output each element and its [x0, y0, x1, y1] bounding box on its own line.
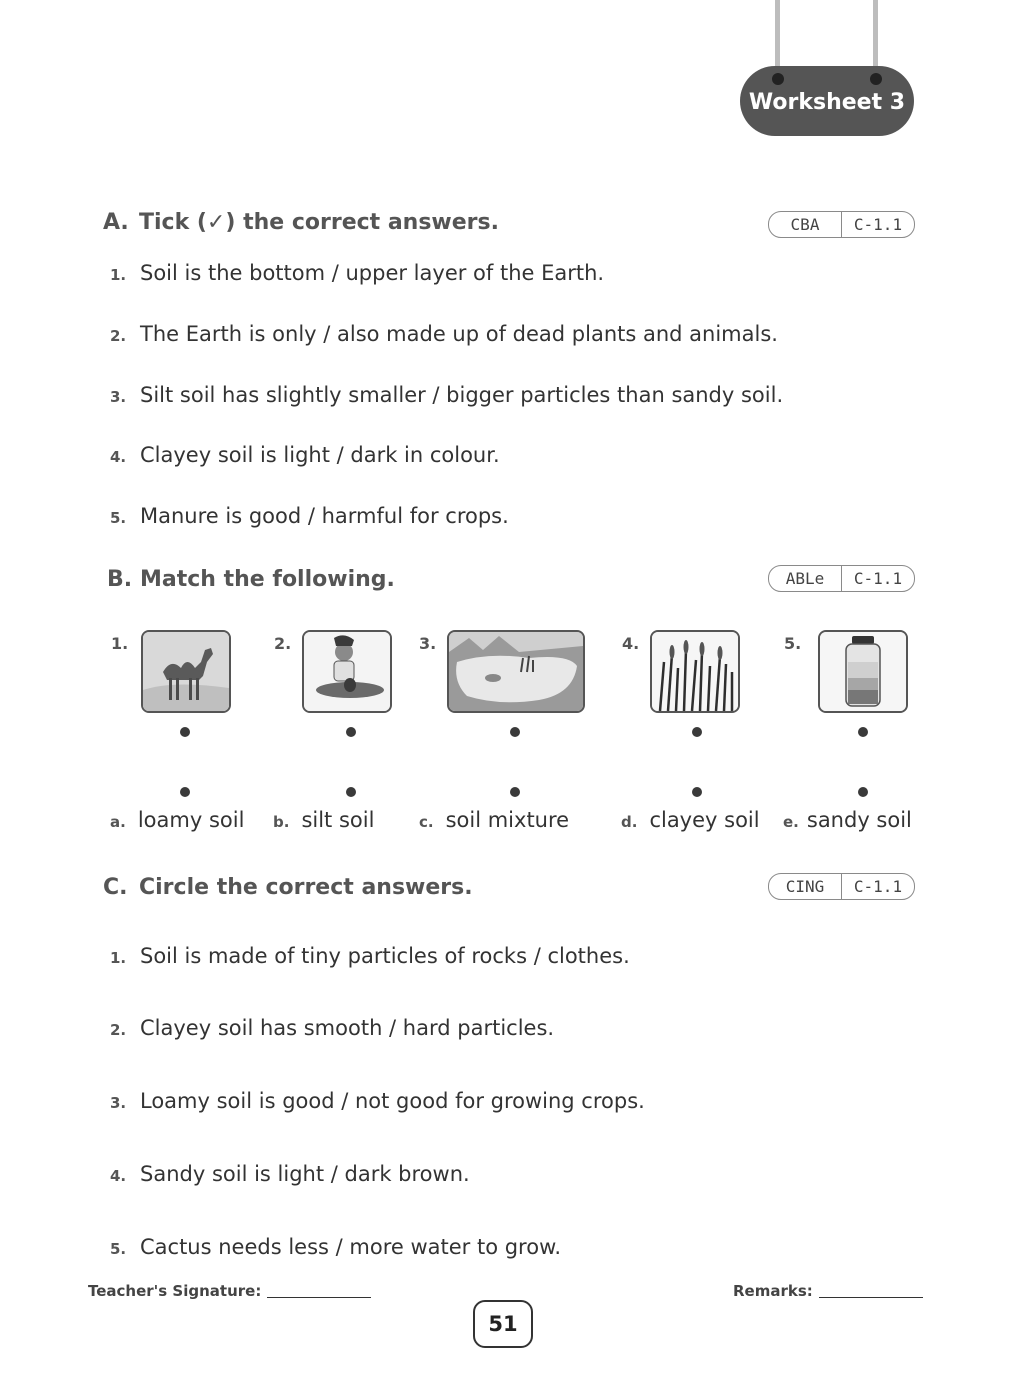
section-c-code-badge — [768, 873, 915, 900]
match-option — [419, 808, 569, 832]
question-number: 5. — [110, 509, 127, 527]
soil-jar-icon — [818, 630, 908, 713]
question-text: Soil is the bottom / upper layer of the Earth. — [140, 261, 605, 285]
pond-landscape-icon — [447, 630, 585, 713]
remarks-field — [733, 1282, 923, 1300]
section-c-question — [110, 944, 630, 968]
teacher-signature-label: Teacher's Signature: — [88, 1282, 262, 1300]
section-a-question — [110, 322, 778, 346]
worksheet-tag: Worksheet 3 — [740, 66, 914, 136]
section-c-question — [110, 1162, 470, 1186]
match-dot-bottom[interactable] — [346, 787, 356, 797]
code-right: C-1.1 — [853, 215, 903, 234]
code-right: C-1.1 — [853, 877, 903, 896]
teacher-signature-field — [88, 1282, 371, 1300]
section-a-code-badge — [768, 211, 915, 238]
picture-number: 3. — [419, 634, 437, 653]
option-text: loamy soil — [137, 808, 245, 832]
section-b-letter: B. — [107, 567, 133, 592]
section-a-question — [110, 504, 509, 528]
option-text: soil mixture — [445, 808, 570, 832]
question-text: Manure is good / harmful for crops. — [140, 504, 509, 528]
section-c-letter: C. — [103, 875, 128, 900]
match-dot-top[interactable] — [692, 727, 702, 737]
option-text: silt soil — [301, 808, 375, 832]
section-c-title: Circle the correct answers. — [139, 875, 473, 900]
question-number: 2. — [110, 1021, 127, 1039]
remarks-line — [819, 1297, 923, 1298]
section-a-question — [110, 443, 500, 467]
option-letter: c. — [419, 813, 434, 831]
question-text: Sandy soil is light / dark brown. — [140, 1162, 470, 1186]
tag-peg-left — [772, 73, 784, 85]
camel-desert-icon — [141, 630, 231, 713]
remarks-label: Remarks: — [733, 1282, 813, 1300]
option-letter: a. — [110, 813, 126, 831]
question-number: 5. — [110, 1240, 127, 1258]
section-b-title: Match the following. — [140, 567, 395, 592]
section-c-heading — [103, 875, 473, 900]
section-c-question — [110, 1089, 645, 1113]
match-dot-bottom[interactable] — [692, 787, 702, 797]
section-a-title: Tick (✓) the correct answers. — [139, 210, 499, 235]
question-text: The Earth is only / also made up of dead plants and animals. — [140, 322, 778, 346]
page-number: 51 — [473, 1300, 533, 1348]
match-dot-top[interactable] — [510, 727, 520, 737]
question-number: 3. — [110, 388, 127, 406]
question-text: Clayey soil is light / dark in colour. — [140, 443, 500, 467]
section-c-question — [110, 1235, 561, 1259]
picture-number: 5. — [784, 634, 802, 653]
code-left: CING — [769, 874, 842, 899]
match-dot-top[interactable] — [346, 727, 356, 737]
section-a-letter: A. — [103, 210, 129, 235]
match-dot-bottom[interactable] — [180, 787, 190, 797]
match-option — [273, 808, 374, 832]
match-dot-top[interactable] — [180, 727, 190, 737]
match-dot-bottom[interactable] — [858, 787, 868, 797]
question-number: 1. — [110, 949, 127, 967]
reeds-grass-icon — [650, 630, 740, 713]
section-a-question — [110, 383, 783, 407]
code-right: C-1.1 — [853, 569, 903, 588]
question-number: 4. — [110, 1167, 127, 1185]
question-number: 1. — [110, 266, 127, 284]
question-text: Clayey soil has smooth / hard particles. — [140, 1016, 555, 1040]
section-a-heading — [103, 210, 499, 235]
match-option — [621, 808, 760, 832]
tag-peg-right — [870, 73, 882, 85]
question-number: 4. — [110, 448, 127, 466]
code-left: CBA — [769, 212, 842, 237]
option-text: sandy soil — [806, 808, 912, 832]
question-text: Loamy soil is good / not good for growing crops. — [140, 1089, 645, 1113]
section-c-question — [110, 1016, 554, 1040]
question-number: 3. — [110, 1094, 127, 1112]
match-dot-top[interactable] — [858, 727, 868, 737]
potter-wheel-icon — [302, 630, 392, 713]
match-option — [783, 808, 912, 832]
match-option — [110, 808, 244, 832]
question-text: Silt soil has slightly smaller / bigger particles than sandy soil. — [140, 383, 784, 407]
picture-number: 1. — [111, 634, 129, 653]
picture-number: 4. — [622, 634, 640, 653]
option-letter: e. — [783, 813, 799, 831]
option-letter: b. — [273, 813, 290, 831]
section-b-code-badge — [768, 565, 915, 592]
option-text: clayey soil — [649, 808, 760, 832]
picture-number: 2. — [274, 634, 292, 653]
code-left: ABLe — [769, 566, 842, 591]
question-text: Soil is made of tiny particles of rocks / clothes. — [140, 944, 630, 968]
section-a-question — [110, 261, 604, 285]
question-text: Cactus needs less / more water to grow. — [140, 1235, 562, 1259]
section-b-heading — [107, 567, 395, 592]
signature-line — [267, 1297, 371, 1298]
match-dot-bottom[interactable] — [510, 787, 520, 797]
option-letter: d. — [621, 813, 638, 831]
question-number: 2. — [110, 327, 127, 345]
